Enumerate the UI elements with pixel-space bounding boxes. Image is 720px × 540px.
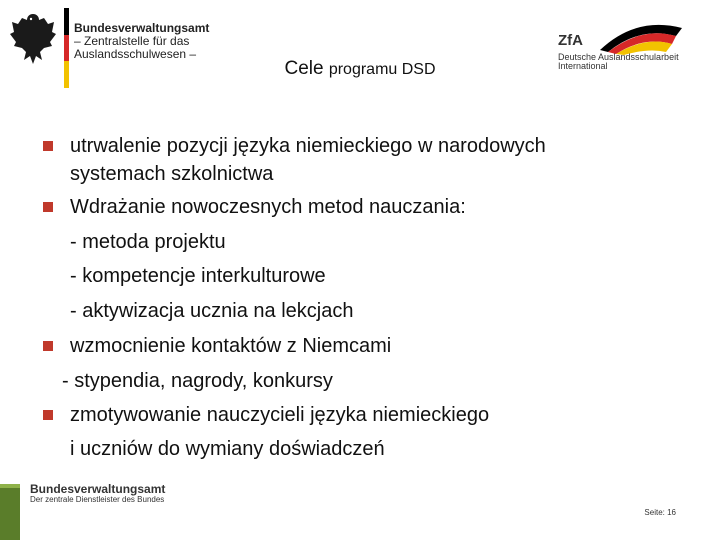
footer-tagline: Der zentrale Dienstleister des Bundes [30, 495, 165, 504]
slide-title [0, 58, 720, 80]
slide-title-part-2: programu DSD [328, 61, 436, 78]
zfa-name-line-2: International [558, 61, 608, 71]
list-item-sub: - aktywizacja ucznia na lekcjach [70, 300, 354, 322]
slide-title-part-1: Cele [284, 58, 324, 79]
list-item-continuation: i uczniów do wymiany doświadczeń [70, 438, 385, 460]
bullet-square-icon [43, 410, 53, 420]
bullet-square-icon [43, 202, 53, 212]
list-item: zmotywowanie nauczycieli języka niemieckiego [70, 404, 490, 426]
agency-name-line-1: Bundesverwaltungsamt [74, 21, 210, 35]
list-item: wzmocnienie kontaktów z Niemcami [70, 335, 392, 357]
footer-green-bar-accent [0, 484, 20, 488]
agency-name-line-3: Auslandsschulwesen – [74, 47, 197, 61]
list-item-sub: - kompetencje interkulturowe [70, 265, 326, 287]
zfa-name-line-1: Deutsche Auslandsschularbeit [558, 52, 679, 62]
list-item: Wdrażanie nowoczesnych metod nauczania: [70, 196, 466, 218]
list-item-sub: - metoda projektu [70, 231, 226, 253]
page-number: Seite: 16 [644, 508, 676, 517]
bullet-square-icon [43, 141, 53, 151]
bullet-square-icon [43, 341, 53, 351]
zfa-abbreviation: ZfA [558, 32, 583, 49]
agency-name-line-2: – Zentralstelle für das [74, 34, 190, 48]
footer-agency-name: Bundesverwaltungsamt [30, 482, 166, 496]
footer-green-bar [0, 484, 20, 540]
list-item-sub: - stypendia, nagrody, konkursy [62, 370, 333, 392]
list-item-continuation: systemach szkolnictwa [70, 163, 274, 185]
list-item: utrwalenie pozycji języka niemieckiego w narodowych [70, 135, 546, 157]
